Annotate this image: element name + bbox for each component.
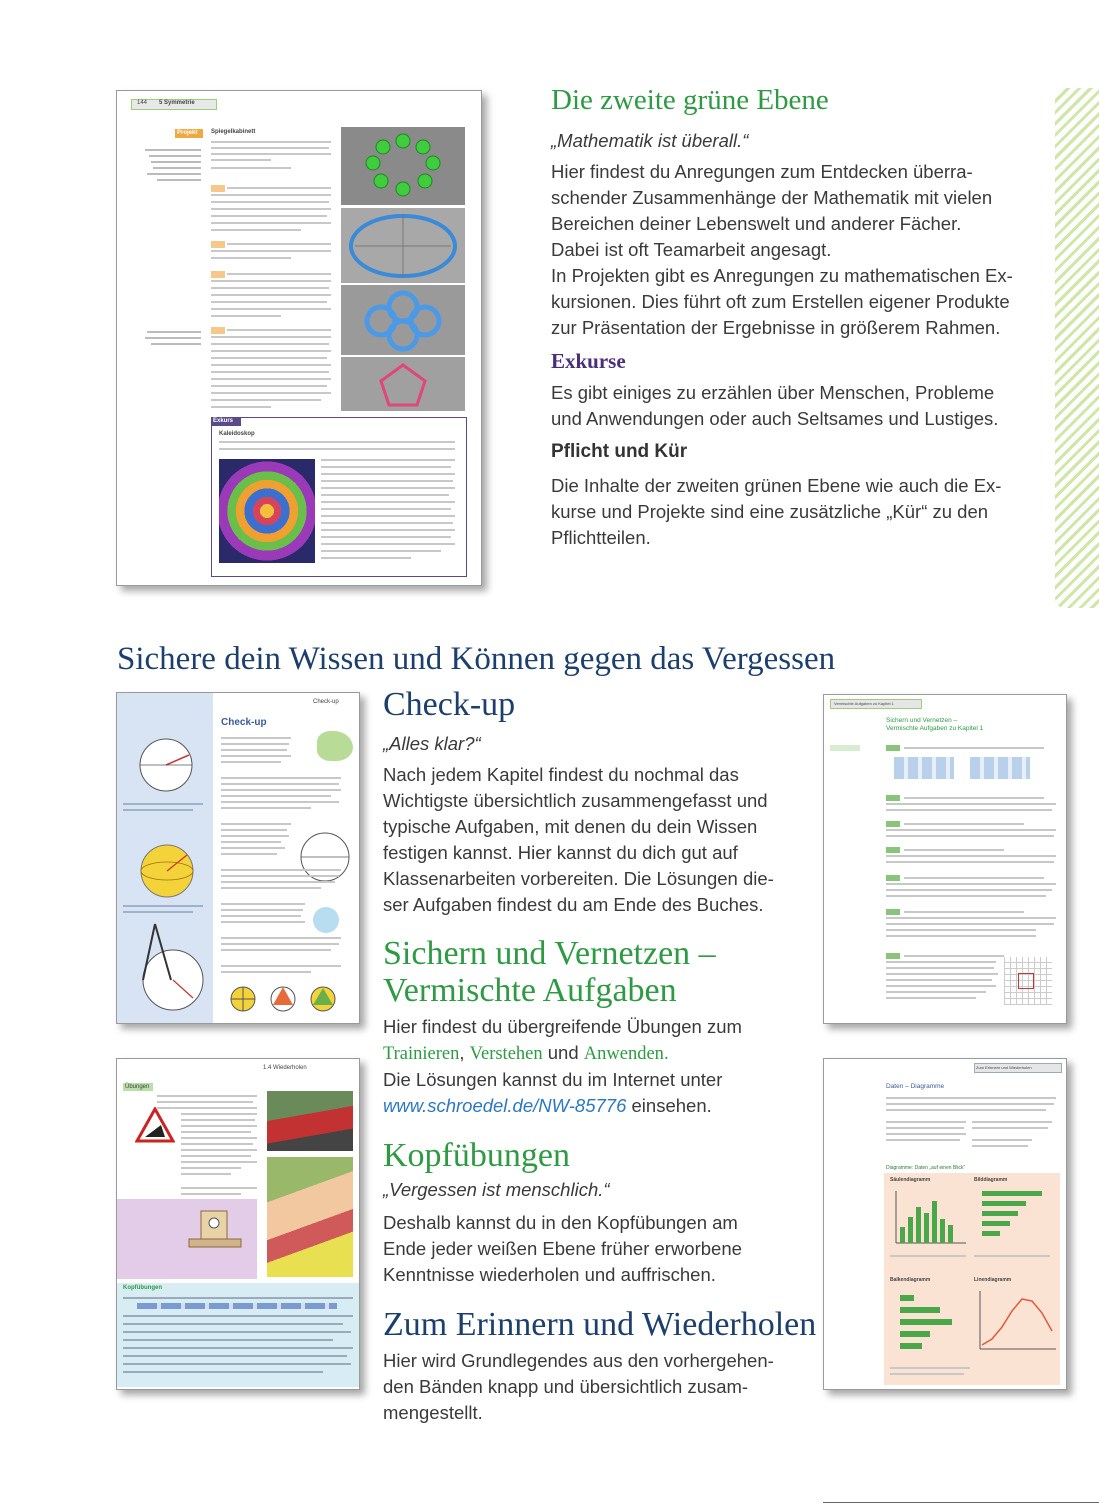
heading-exkurse: Exkurse bbox=[551, 349, 626, 373]
text-line: Kenntnisse wiederholen und auffrischen. bbox=[383, 1264, 716, 1285]
section-title-sichere-wissen: Sichere dein Wissen und Können gegen das Vergessen bbox=[117, 641, 836, 677]
heading-sichern-vernetzen bbox=[383, 935, 716, 1009]
paragraph-intro bbox=[551, 159, 1041, 341]
text-line: Deshalb kannst du in den Kopfübungen am bbox=[383, 1212, 738, 1233]
thumb-kopf-footer: Kopfübungen bbox=[123, 1285, 162, 1291]
text-line: schender Zusammenhänge der Mathematik mit vielen bbox=[551, 187, 993, 208]
text-line: Hier wird Grundlegendes aus den vorhergehen- bbox=[383, 1350, 774, 1371]
thumb-chapter: 5 Symmetrie bbox=[159, 100, 195, 106]
thumb-sichern-tab: Vermischte Aufgaben zu Kapitel 1 bbox=[834, 701, 894, 706]
text-line: zur Präsentation der Ergebnisse in größerem Rahmen. bbox=[551, 317, 1001, 338]
text-line: Ende jeder weißen Ebene früher erworbene bbox=[383, 1238, 742, 1259]
heading-kopfuebungen: Kopfübungen bbox=[383, 1137, 570, 1174]
thumb-checkup-heading: Check-up bbox=[221, 717, 267, 728]
thumb-daten-tab: Zum Erinnern und Wiederholen bbox=[976, 1065, 1032, 1070]
paragraph-exkurse bbox=[551, 380, 1041, 432]
link-trainieren[interactable]: Trainieren bbox=[383, 1044, 460, 1064]
thumb-page-number: 144 bbox=[137, 100, 148, 106]
text-line: Hier findest du übergreifende Übungen zum bbox=[383, 1016, 742, 1037]
thumbnail-kopfuebungen-page bbox=[116, 1058, 360, 1390]
text-line: Bereichen deiner Lebenswelt und anderer Fächer. bbox=[551, 213, 962, 234]
thumb-diagram-2: Bilddiagramm bbox=[974, 1177, 1008, 1183]
thumb-diagram-4: Linendiagramm bbox=[974, 1277, 1012, 1283]
photo-kaleidoscope bbox=[219, 459, 315, 563]
paragraph-pflicht bbox=[551, 473, 1041, 551]
thumb-heading: Spiegelkabinett bbox=[211, 129, 256, 135]
thumb-exkurs-badge: Exkurs bbox=[213, 418, 234, 424]
text-line: Die Lösungen kannst du im Internet unter bbox=[383, 1069, 723, 1090]
thumb-badge: Projekt bbox=[177, 130, 198, 136]
text-line: Nach jedem Kapitel findest du nochmal das bbox=[383, 764, 739, 785]
page-footer-rule bbox=[823, 1502, 1099, 1503]
heading-pflicht-und-kuer: Pflicht und Kür bbox=[551, 441, 688, 462]
photo-blue-flower bbox=[341, 285, 465, 355]
text-line: Klassenarbeiten vorbereiten. Die Lösungen die- bbox=[383, 868, 774, 889]
link-schroedel-url[interactable]: www.schroedel.de/NW-85776 bbox=[383, 1095, 627, 1116]
photo-red-train bbox=[267, 1091, 353, 1151]
thumb-daten-heading: Daten – Diagramme bbox=[886, 1083, 945, 1090]
text-line: typische Aufgaben, mit denen du dein Wissen bbox=[383, 816, 758, 837]
thumbnail-checkup-page bbox=[116, 692, 360, 1024]
thumb-sichern-heading-1: Sichern und Vernetzen – bbox=[886, 717, 958, 724]
heading-sichern-line-2: Vermischte Aufgaben bbox=[383, 972, 677, 1009]
text-line: kurse und Projekte sind eine zusätzliche „Kür“ zu den bbox=[551, 501, 989, 522]
decorative-hatch-strip bbox=[1055, 88, 1099, 608]
text-line-url bbox=[383, 1093, 813, 1119]
photo-pink-pentagon bbox=[341, 357, 465, 411]
period: . bbox=[663, 1044, 669, 1064]
photo-child bbox=[267, 1157, 353, 1277]
thumbnail-spiegelkabinett-page bbox=[116, 90, 482, 586]
heading-sichern-line-1: Sichern und Vernetzen – bbox=[383, 935, 716, 972]
thumb-exkurs-heading: Kaleidoskop bbox=[219, 431, 255, 437]
thumb-diagram-3: Balkendiagramm bbox=[890, 1277, 931, 1283]
text-line: Pflichtteilen. bbox=[551, 527, 651, 548]
text-line: und Anwendungen oder auch Seltsames und Lustiges. bbox=[551, 408, 999, 429]
link-anwenden[interactable]: Anwenden bbox=[583, 1044, 664, 1064]
photo-blue-ring bbox=[341, 208, 465, 283]
thumb-kopf-header: 1.4 Wiederholen bbox=[263, 1065, 307, 1071]
und-connector: und bbox=[542, 1042, 584, 1063]
thumb-kopf-tab: Übungen bbox=[125, 1084, 150, 1090]
heading-checkup: Check-up bbox=[383, 686, 516, 723]
heading-zum-erinnern: Zum Erinnern und Wiederholen bbox=[383, 1306, 817, 1343]
thumb-daten-sub: Diagramme: Daten „auf einen Blick“ bbox=[886, 1165, 966, 1171]
text-line: festigen kannst. Hier kannst du dich gut auf bbox=[383, 842, 738, 863]
text-line: mengestellt. bbox=[383, 1402, 483, 1423]
text-line: den Bänden knapp und übersichtlich zusam- bbox=[383, 1376, 749, 1397]
thumb-sichern-heading-2: Vermischte Aufgaben zu Kapitel 1 bbox=[886, 725, 984, 732]
text-line: In Projekten gibt es Anregungen zu mathematischen Ex- bbox=[551, 265, 1013, 286]
quote-vergessen: „Vergessen ist menschlich.“ bbox=[383, 1179, 610, 1200]
comma-separator: , bbox=[459, 1042, 470, 1063]
text-line: Die Inhalte der zweiten grünen Ebene wie auch die Ex- bbox=[551, 475, 1002, 496]
link-verstehen[interactable]: Verstehen bbox=[469, 1044, 543, 1064]
text-line: Hier findest du Anregungen zum Entdecken überra- bbox=[551, 161, 973, 182]
quote-alles-klar: „Alles klar?“ bbox=[383, 733, 481, 754]
quote-mathematik: „Mathematik ist überall.“ bbox=[551, 130, 749, 151]
text-line: Wichtigste übersichtlich zusammengefasst und bbox=[383, 790, 768, 811]
paragraph-kopf bbox=[383, 1210, 813, 1288]
text-line: Es gibt einiges zu erzählen über Menschen, Probleme bbox=[551, 382, 995, 403]
text-line: ser Aufgaben findest du am Ende des Buches. bbox=[383, 894, 764, 915]
thumb-diagram-1: Säulendiagramm bbox=[890, 1177, 931, 1183]
page-title-zweite-gruene-ebene: Die zweite grüne Ebene bbox=[551, 84, 829, 116]
thumb-checkup-tab: Check-up bbox=[313, 699, 339, 705]
thumbnail-sichern-page bbox=[823, 694, 1067, 1024]
text-line: Dabei ist oft Teamarbeit angesagt. bbox=[551, 239, 832, 260]
paragraph-sichern bbox=[383, 1014, 813, 1119]
einsehen-text: einsehen. bbox=[626, 1095, 712, 1116]
text-line: kursionen. Dies führt oft zum Erstellen eigener Produkte bbox=[551, 291, 1010, 312]
thumbnail-daten-diagramme-page bbox=[823, 1058, 1067, 1390]
text-line-links bbox=[383, 1040, 813, 1067]
photo-green-figures bbox=[341, 127, 465, 205]
paragraph-checkup bbox=[383, 762, 813, 918]
paragraph-erinnern bbox=[383, 1348, 813, 1426]
